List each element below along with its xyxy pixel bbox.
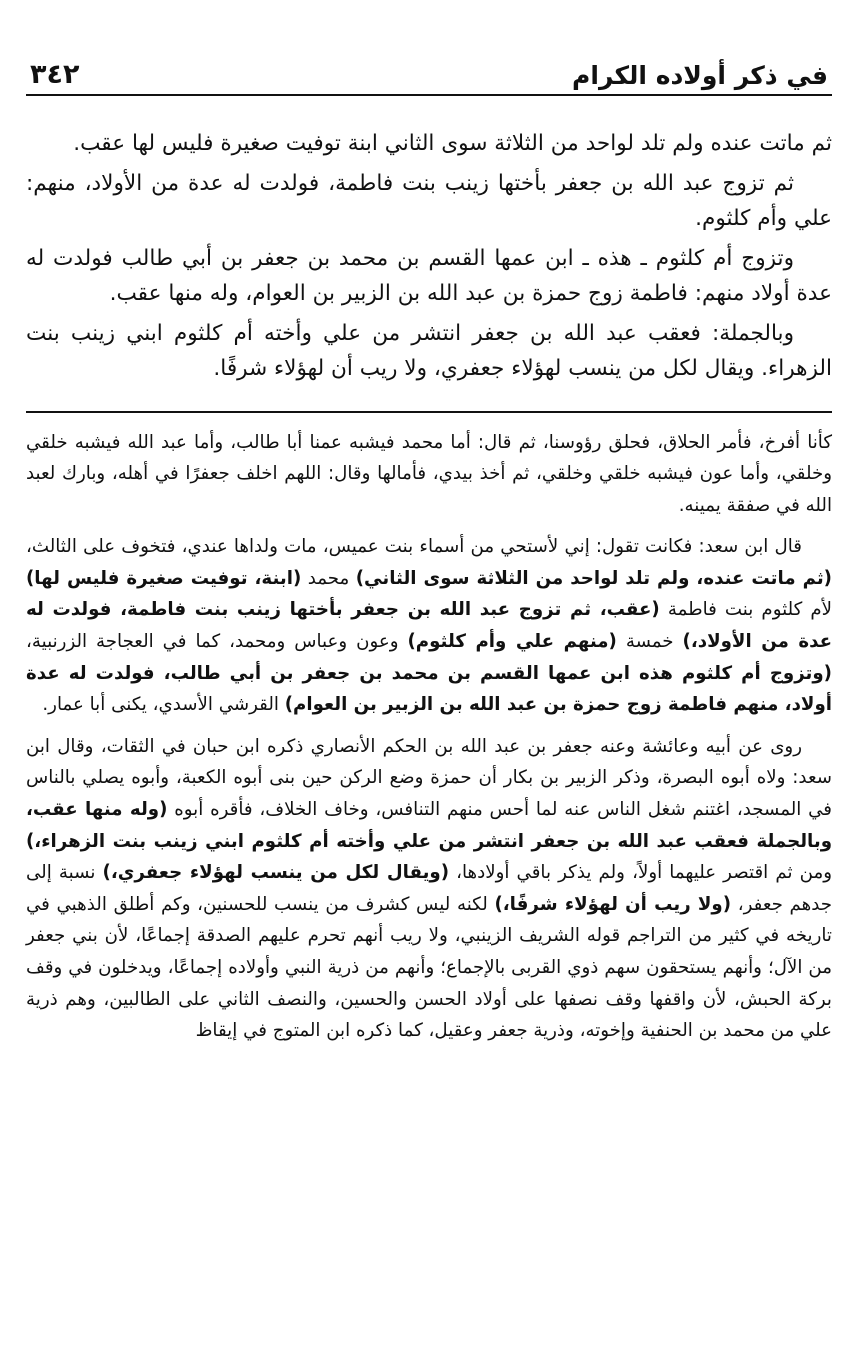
quoted-main-text: (ويقال لكل من ينسب لهؤلاء جعفري،) (102, 862, 450, 884)
commentary-text-run: نسبة إلى جدهم جعفر، (26, 862, 832, 915)
quoted-main-text: (منهم علي وأم كلثوم) (407, 631, 617, 653)
commentary-text-run: وعون وعباس ومحمد، كما في العجاجة الزرنبية، (26, 631, 408, 653)
commentary-text-run: محمد (301, 567, 356, 589)
commentary-text-run: ومن ثم اقتصر عليهما أولاً، ولم يذكر باقي أولادها، (449, 862, 832, 884)
chapter-title: في ذكر أولاده الكرام (572, 61, 828, 90)
quoted-main-text: (وتزوج أم كلثوم هذه ابن عمها القسم بن محمد بن جعفر بن أبي طالب، فولدت له عدة أولاد، منهم فاطمة زوج حمزة بن عبد الله بن الزبير بن العوام) (26, 662, 832, 716)
main-paragraph-3: وتزوج أم كلثوم ـ هذه ـ ابن عمها القسم بن محمد بن جعفر بن أبي طالب فولدت له عدة أولاد منهم: فاطمة زوج حمزة بن عبد الله بن الزبير بن العوام، وله منها عقب. (26, 245, 832, 306)
commentary-text (26, 427, 832, 1047)
footnote-separator (26, 411, 832, 413)
main-text (26, 126, 832, 387)
commentary-paragraph-3 (26, 731, 832, 1047)
commentary-text-run: قال ابن سعد: فكانت تقول: إني لأستحي من أسماء بنت عميس، مات ولداها عندي، فتخوف على الثالث، (26, 536, 802, 558)
running-header (26, 46, 832, 96)
page-number: ٣٤٢ (30, 59, 80, 90)
quoted-main-text: (ابنة، توفيت صغيرة فليس لها) (26, 567, 302, 589)
main-paragraph-4: وبالجملة: فعقب عبد الله بن جعفر انتشر من علي وأخته أم كلثوم ابني زينب بنت الزهراء. ويقال لكل من ينسب لهؤلاء جعفري، ولا ريب أن لهؤلاء شرفًا. (26, 320, 832, 381)
commentary-paragraph-2 (26, 531, 832, 721)
quoted-main-text: (ثم ماتت عنده، ولم تلد لواحد من الثلاثة سوى الثاني) (355, 567, 832, 589)
commentary-text-run: روى عن أبيه وعائشة وعنه جعفر بن عبد الله بن الحكم الأنصاري ذكره ابن حبان في الثقات، وقال ابن سعد: ولاه أبوه البصرة، وذكر الزبير بن بكار أن حمزة وضع الركن حين بنى أبوه الكعبة، وأبوه يصلي بالناس في المسجد، اغتنم شغل الناس عنه لما أحس منهم التنافس، وخاف الخلاف، فأقره أبوه (26, 735, 832, 821)
commentary-text-run: لأم كلثوم بنت فاطمة (659, 599, 833, 621)
commentary-text-run: لكنه ليس كشرف من ينسب للحسنين، وكم أطلق الذهبي في تاريخه في كثير من التراجم قوله الشريف الزينبي، ولا ريب أنهم تحرم عليهم الصدقة إجماعًا، لأن بني جعفر من الآل؛ وأنهم يستحقون سهم ذوي القربى بالإجماع؛ وأنهم من ذرية النبي وأولاده إجماعًا، ويدخلون في وقف بركة الحبش، لأن واقفها وقف نصفها على أولاد الحسن والحسين، والنصف الثاني على الطالبين، وهم ذرية علي من محمد بن الحنفية وإخوته، وذرية جعفر وعقيل، كما ذكره ابن المتوج في إيقاظ (26, 893, 832, 1042)
main-paragraph-1: ثم ماتت عنده ولم تلد لواحد من الثلاثة سوى الثاني ابنة توفيت صغيرة فليس لها عقب. (73, 131, 832, 156)
quoted-main-text: (وله منها عقب، وبالجملة فعقب عبد الله بن جعفر انتشر من علي وأخته أم كلثوم ابني زينب بنت الزهراء،) (26, 799, 832, 852)
quoted-main-text: (عقب، ثم تزوج عبد الله بن جعفر بأختها زينب بنت فاطمة، فولدت له عدة من الأولاد،) (26, 599, 833, 653)
commentary-paragraph-1: كأنا أفرخ، فأمر الحلاق، فحلق رؤوسنا، ثم قال: أما محمد فيشبه عمنا أبا طالب، وأما عبد الله فيشبه خلقي وخلقي، وأما عون فيشبه خلقي وخلقي، ثم أخذ بيدي، فأمالها وقال: اللهم اخلف جعفرًا في أهله، وبارك لعبد الله في صفقة يمينه. (26, 431, 832, 516)
commentary-text-run: خمسة (616, 631, 683, 653)
main-paragraph-2: ثم تزوج عبد الله بن جعفر بأختها زينب بنت فاطمة، فولدت له عدة من الأولاد، منهم: علي وأم كلثوم. (26, 170, 832, 231)
quoted-main-text: (ولا ريب أن لهؤلاء شرفًا،) (494, 893, 732, 915)
commentary-text-run: القرشي الأسدي، يكنى أبا عمار. (42, 694, 285, 716)
